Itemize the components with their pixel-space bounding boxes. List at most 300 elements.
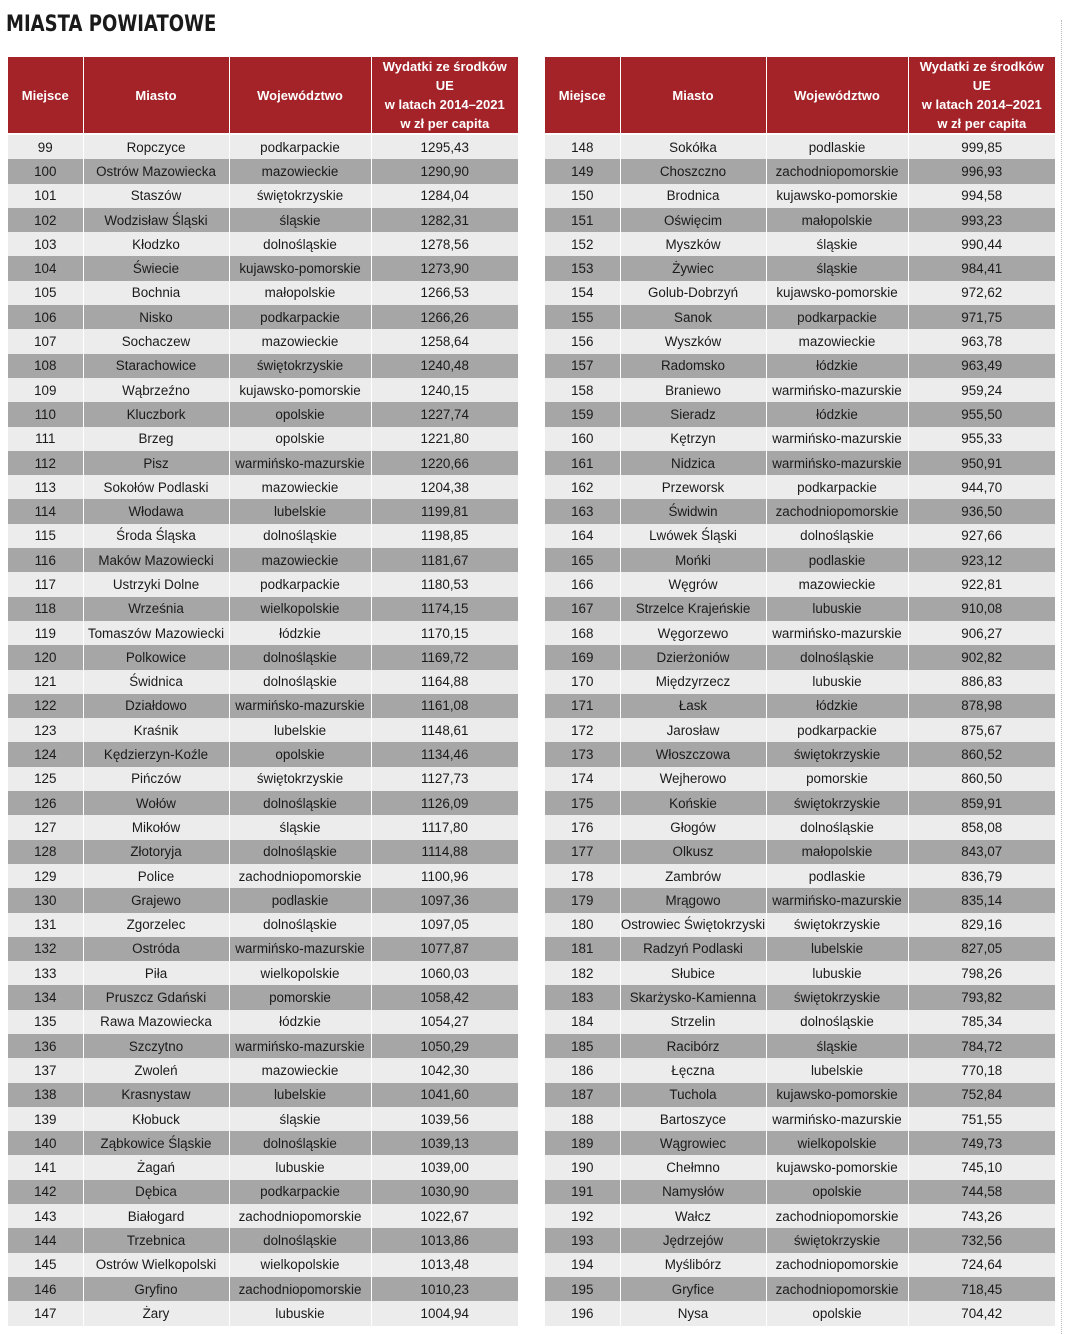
cell-value: 1290,90 xyxy=(371,159,518,183)
cell-value: 1042,30 xyxy=(371,1058,518,1082)
cell-value: 990,44 xyxy=(908,232,1055,256)
cell-voivodeship: świętokrzyskie xyxy=(766,913,908,937)
cell-voivodeship: podkarpackie xyxy=(229,305,371,329)
cell-value: 1114,88 xyxy=(371,840,518,864)
table-row xyxy=(545,184,1055,208)
cell-value: 1181,67 xyxy=(371,548,518,572)
cell-rank: 145 xyxy=(8,1253,83,1277)
cell-value: 1258,64 xyxy=(371,329,518,353)
cell-value: 1174,15 xyxy=(371,597,518,621)
cell-city: Ząbkowice Śląskie xyxy=(83,1131,229,1155)
cell-city: Kraśnik xyxy=(83,718,229,742)
cell-value: 1295,43 xyxy=(371,134,518,159)
cell-city: Włoszczowa xyxy=(620,742,766,766)
cell-rank: 172 xyxy=(545,718,620,742)
cell-city: Dzierżoniów xyxy=(620,645,766,669)
cell-value: 963,78 xyxy=(908,329,1055,353)
table-body-right xyxy=(545,134,1055,1326)
cell-value: 1282,31 xyxy=(371,208,518,232)
table-row xyxy=(8,985,518,1009)
header-value-line: w zł per capita xyxy=(400,116,490,131)
cell-city: Świdnica xyxy=(83,670,229,694)
cell-value: 859,91 xyxy=(908,791,1055,815)
cell-city: Kłodzko xyxy=(83,232,229,256)
cell-city: Świecie xyxy=(83,256,229,280)
cell-rank: 168 xyxy=(545,621,620,645)
cell-rank: 129 xyxy=(8,864,83,888)
cell-voivodeship: śląskie xyxy=(766,256,908,280)
cell-rank: 183 xyxy=(545,985,620,1009)
cell-value: 1039,56 xyxy=(371,1107,518,1131)
cell-voivodeship: lubelskie xyxy=(766,1058,908,1082)
cell-rank: 186 xyxy=(545,1058,620,1082)
ranking-table-left xyxy=(8,57,518,1326)
cell-voivodeship: dolnośląskie xyxy=(229,232,371,256)
cell-rank: 189 xyxy=(545,1131,620,1155)
cell-city: Ostrowiec Świętokrzyski xyxy=(620,913,766,937)
cell-rank: 156 xyxy=(545,329,620,353)
table-row xyxy=(545,208,1055,232)
header-value-line: Wydatki ze środków UE xyxy=(382,59,507,93)
cell-voivodeship: warmińsko-mazurskie xyxy=(766,451,908,475)
cell-voivodeship: warmińsko-mazurskie xyxy=(766,1107,908,1131)
cell-value: 829,16 xyxy=(908,913,1055,937)
table-row xyxy=(545,159,1055,183)
cell-city: Oświęcim xyxy=(620,208,766,232)
cell-rank: 123 xyxy=(8,718,83,742)
cell-voivodeship: lubuskie xyxy=(229,1301,371,1325)
cell-voivodeship: kujawsko-pomorskie xyxy=(229,378,371,402)
cell-value: 1161,08 xyxy=(371,694,518,718)
header-value-line: Wydatki ze środków UE xyxy=(919,59,1044,93)
cell-voivodeship: dolnośląskie xyxy=(229,840,371,864)
cell-rank: 116 xyxy=(8,548,83,572)
cell-voivodeship: opolskie xyxy=(229,427,371,451)
cell-rank: 194 xyxy=(545,1253,620,1277)
cell-value: 749,73 xyxy=(908,1131,1055,1155)
cell-city: Kłobuck xyxy=(83,1107,229,1131)
cell-rank: 163 xyxy=(545,499,620,523)
cell-city: Ostrów Wielkopolski xyxy=(83,1253,229,1277)
cell-city: Radomsko xyxy=(620,354,766,378)
cell-voivodeship: pomorskie xyxy=(229,985,371,1009)
cell-city: Myszków xyxy=(620,232,766,256)
table-row xyxy=(8,913,518,937)
table-row xyxy=(8,1131,518,1155)
cell-city: Skarżysko-Kamienna xyxy=(620,985,766,1009)
cell-voivodeship: łódzkie xyxy=(766,694,908,718)
table-row xyxy=(8,937,518,961)
cell-voivodeship: opolskie xyxy=(766,1180,908,1204)
cell-city: Głogów xyxy=(620,815,766,839)
cell-city: Tuchola xyxy=(620,1083,766,1107)
cell-rank: 125 xyxy=(8,767,83,791)
table-header-row xyxy=(8,57,518,134)
cell-voivodeship: łódzkie xyxy=(229,621,371,645)
cell-city: Ustrzyki Dolne xyxy=(83,572,229,596)
cell-value: 1180,53 xyxy=(371,572,518,596)
cell-city: Pińczów xyxy=(83,767,229,791)
cell-value: 963,49 xyxy=(908,354,1055,378)
cell-voivodeship: mazowieckie xyxy=(229,329,371,353)
cell-voivodeship: świętokrzyskie xyxy=(766,1228,908,1252)
table-row xyxy=(8,1204,518,1228)
table-row xyxy=(8,1058,518,1082)
table-row xyxy=(8,1301,518,1325)
cell-rank: 191 xyxy=(545,1180,620,1204)
table-row xyxy=(545,1204,1055,1228)
cell-rank: 131 xyxy=(8,913,83,937)
cell-rank: 181 xyxy=(545,937,620,961)
cell-voivodeship: lubuskie xyxy=(229,1155,371,1179)
cell-voivodeship: małopolskie xyxy=(766,840,908,864)
table-row xyxy=(8,329,518,353)
cell-value: 798,26 xyxy=(908,961,1055,985)
cell-rank: 166 xyxy=(545,572,620,596)
header-city: Miasto xyxy=(620,57,766,134)
cell-voivodeship: zachodniopomorskie xyxy=(766,499,908,523)
cell-value: 751,55 xyxy=(908,1107,1055,1131)
cell-rank: 136 xyxy=(8,1034,83,1058)
cell-rank: 160 xyxy=(545,427,620,451)
cell-city: Sokołów Podlaski xyxy=(83,475,229,499)
cell-voivodeship: śląskie xyxy=(229,208,371,232)
cell-value: 906,27 xyxy=(908,621,1055,645)
table-row xyxy=(545,402,1055,426)
cell-rank: 114 xyxy=(8,499,83,523)
cell-voivodeship: mazowieckie xyxy=(229,1058,371,1082)
table-row xyxy=(8,475,518,499)
table-row xyxy=(545,305,1055,329)
cell-voivodeship: mazowieckie xyxy=(229,548,371,572)
cell-city: Kętrzyn xyxy=(620,427,766,451)
cell-value: 1117,80 xyxy=(371,815,518,839)
cell-city: Żagań xyxy=(83,1155,229,1179)
cell-value: 1240,15 xyxy=(371,378,518,402)
cell-city: Września xyxy=(83,597,229,621)
cell-city: Polkowice xyxy=(83,645,229,669)
ranking-table-right xyxy=(545,57,1055,1326)
cell-value: 1041,60 xyxy=(371,1083,518,1107)
cell-rank: 179 xyxy=(545,888,620,912)
cell-voivodeship: warmińsko-mazurskie xyxy=(229,451,371,475)
cell-city: Wyszków xyxy=(620,329,766,353)
table-row xyxy=(545,475,1055,499)
table-row xyxy=(545,1058,1055,1082)
table-row xyxy=(8,1034,518,1058)
cell-rank: 138 xyxy=(8,1083,83,1107)
cell-value: 770,18 xyxy=(908,1058,1055,1082)
cell-city: Police xyxy=(83,864,229,888)
cell-value: 752,84 xyxy=(908,1083,1055,1107)
cell-rank: 142 xyxy=(8,1180,83,1204)
table-row xyxy=(545,1131,1055,1155)
cell-city: Nysa xyxy=(620,1301,766,1325)
header-rank: Miejsce xyxy=(545,57,620,134)
table-row xyxy=(8,742,518,766)
cell-city: Białogard xyxy=(83,1204,229,1228)
cell-voivodeship: warmińsko-mazurskie xyxy=(766,888,908,912)
table-row xyxy=(8,256,518,280)
cell-value: 724,64 xyxy=(908,1253,1055,1277)
cell-voivodeship: podkarpackie xyxy=(766,718,908,742)
cell-city: Łask xyxy=(620,694,766,718)
cell-voivodeship: wielkopolskie xyxy=(766,1131,908,1155)
cell-rank: 107 xyxy=(8,329,83,353)
table-row xyxy=(545,645,1055,669)
cell-voivodeship: dolnośląskie xyxy=(229,645,371,669)
cell-voivodeship: świętokrzyskie xyxy=(229,767,371,791)
cell-rank: 124 xyxy=(8,742,83,766)
table-row xyxy=(545,694,1055,718)
table-row xyxy=(545,985,1055,1009)
cell-value: 1199,81 xyxy=(371,499,518,523)
cell-rank: 171 xyxy=(545,694,620,718)
cell-voivodeship: lubuskie xyxy=(766,961,908,985)
table-row xyxy=(8,134,518,159)
cell-value: 1148,61 xyxy=(371,718,518,742)
cell-rank: 185 xyxy=(545,1034,620,1058)
cell-city: Pisz xyxy=(83,451,229,475)
cell-city: Staszów xyxy=(83,184,229,208)
cell-voivodeship: lubuskie xyxy=(766,670,908,694)
cell-value: 959,24 xyxy=(908,378,1055,402)
cell-value: 1134,46 xyxy=(371,742,518,766)
cell-rank: 177 xyxy=(545,840,620,864)
cell-voivodeship: mazowieckie xyxy=(229,159,371,183)
cell-value: 860,52 xyxy=(908,742,1055,766)
cell-voivodeship: zachodniopomorskie xyxy=(766,1204,908,1228)
cell-value: 835,14 xyxy=(908,888,1055,912)
cell-rank: 174 xyxy=(545,767,620,791)
cell-city: Świdwin xyxy=(620,499,766,523)
cell-value: 1030,90 xyxy=(371,1180,518,1204)
table-row xyxy=(545,1228,1055,1252)
cell-rank: 132 xyxy=(8,937,83,961)
cell-value: 910,08 xyxy=(908,597,1055,621)
cell-value: 858,08 xyxy=(908,815,1055,839)
cell-rank: 151 xyxy=(545,208,620,232)
cell-voivodeship: śląskie xyxy=(229,1107,371,1131)
cell-value: 996,93 xyxy=(908,159,1055,183)
cell-rank: 164 xyxy=(545,524,620,548)
cell-value: 1004,94 xyxy=(371,1301,518,1325)
cell-value: 1266,26 xyxy=(371,305,518,329)
cell-value: 1097,36 xyxy=(371,888,518,912)
cell-value: 922,81 xyxy=(908,572,1055,596)
table-body-left xyxy=(8,134,518,1326)
cell-rank: 135 xyxy=(8,1010,83,1034)
table-row xyxy=(545,840,1055,864)
cell-rank: 155 xyxy=(545,305,620,329)
cell-rank: 167 xyxy=(545,597,620,621)
table-row xyxy=(545,864,1055,888)
cell-value: 1198,85 xyxy=(371,524,518,548)
cell-rank: 115 xyxy=(8,524,83,548)
cell-voivodeship: lubelskie xyxy=(229,1083,371,1107)
cell-rank: 153 xyxy=(545,256,620,280)
cell-rank: 176 xyxy=(545,815,620,839)
table-row xyxy=(545,1010,1055,1034)
table-row xyxy=(545,1034,1055,1058)
cell-city: Myślibórz xyxy=(620,1253,766,1277)
table-row xyxy=(8,1253,518,1277)
cell-value: 1054,27 xyxy=(371,1010,518,1034)
cell-city: Maków Mazowiecki xyxy=(83,548,229,572)
table-row xyxy=(545,670,1055,694)
cell-rank: 137 xyxy=(8,1058,83,1082)
table-row xyxy=(8,1277,518,1301)
cell-city: Kędzierzyn-Koźle xyxy=(83,742,229,766)
header-voivodeship: Województwo xyxy=(229,57,371,134)
table-row xyxy=(8,1107,518,1131)
cell-rank: 146 xyxy=(8,1277,83,1301)
header-value-line: w latach 2014–2021 xyxy=(384,97,505,112)
cell-city: Choszczno xyxy=(620,159,766,183)
cell-rank: 113 xyxy=(8,475,83,499)
cell-city: Ostróda xyxy=(83,937,229,961)
cell-rank: 108 xyxy=(8,354,83,378)
cell-city: Żary xyxy=(83,1301,229,1325)
cell-value: 784,72 xyxy=(908,1034,1055,1058)
table-row xyxy=(8,232,518,256)
cell-value: 1127,73 xyxy=(371,767,518,791)
cell-value: 745,10 xyxy=(908,1155,1055,1179)
cell-rank: 162 xyxy=(545,475,620,499)
cell-voivodeship: zachodniopomorskie xyxy=(766,1277,908,1301)
table-row xyxy=(545,134,1055,159)
cell-voivodeship: warmińsko-mazurskie xyxy=(766,621,908,645)
cell-voivodeship: warmińsko-mazurskie xyxy=(766,427,908,451)
cell-city: Zambrów xyxy=(620,864,766,888)
table-row xyxy=(545,1277,1055,1301)
cell-rank: 130 xyxy=(8,888,83,912)
cell-voivodeship: dolnośląskie xyxy=(766,524,908,548)
cell-voivodeship: dolnośląskie xyxy=(229,791,371,815)
cell-city: Sieradz xyxy=(620,402,766,426)
cell-voivodeship: śląskie xyxy=(766,232,908,256)
cell-rank: 154 xyxy=(545,281,620,305)
cell-rank: 196 xyxy=(545,1301,620,1325)
table-row xyxy=(8,864,518,888)
cell-voivodeship: warmińsko-mazurskie xyxy=(229,1034,371,1058)
table-row xyxy=(545,888,1055,912)
cell-voivodeship: lubelskie xyxy=(229,718,371,742)
cell-voivodeship: warmińsko-mazurskie xyxy=(766,378,908,402)
table-row xyxy=(8,159,518,183)
cell-city: Pruszcz Gdański xyxy=(83,985,229,1009)
cell-rank: 111 xyxy=(8,427,83,451)
cell-city: Wejherowo xyxy=(620,767,766,791)
cell-city: Środa Śląska xyxy=(83,524,229,548)
cell-value: 1266,53 xyxy=(371,281,518,305)
cell-value: 1221,80 xyxy=(371,427,518,451)
cell-city: Nisko xyxy=(83,305,229,329)
cell-voivodeship: podlaskie xyxy=(766,864,908,888)
cell-voivodeship: zachodniopomorskie xyxy=(229,864,371,888)
table-row xyxy=(545,1083,1055,1107)
cell-rank: 158 xyxy=(545,378,620,402)
table-row xyxy=(8,378,518,402)
table-row xyxy=(545,1107,1055,1131)
cell-rank: 102 xyxy=(8,208,83,232)
cell-city: Działdowo xyxy=(83,694,229,718)
cell-city: Lwówek Śląski xyxy=(620,524,766,548)
cell-rank: 159 xyxy=(545,402,620,426)
cell-voivodeship: warmińsko-mazurskie xyxy=(229,937,371,961)
cell-city: Ropczyce xyxy=(83,134,229,159)
cell-city: Rawa Mazowiecka xyxy=(83,1010,229,1034)
cell-voivodeship: podkarpackie xyxy=(229,134,371,159)
table-row xyxy=(545,815,1055,839)
table-row xyxy=(8,1180,518,1204)
cell-value: 1060,03 xyxy=(371,961,518,985)
cell-voivodeship: wielkopolskie xyxy=(229,961,371,985)
cell-voivodeship: opolskie xyxy=(229,402,371,426)
table-row xyxy=(8,1083,518,1107)
cell-rank: 149 xyxy=(545,159,620,183)
cell-value: 944,70 xyxy=(908,475,1055,499)
cell-value: 971,75 xyxy=(908,305,1055,329)
cell-city: Piła xyxy=(83,961,229,985)
cell-value: 827,05 xyxy=(908,937,1055,961)
cell-city: Golub-Dobrzyń xyxy=(620,281,766,305)
cell-city: Przeworsk xyxy=(620,475,766,499)
cell-value: 886,83 xyxy=(908,670,1055,694)
cell-rank: 188 xyxy=(545,1107,620,1131)
table-row xyxy=(8,815,518,839)
cell-value: 1284,04 xyxy=(371,184,518,208)
cell-voivodeship: lubelskie xyxy=(229,499,371,523)
cell-city: Wodzisław Śląski xyxy=(83,208,229,232)
table-row xyxy=(545,791,1055,815)
cell-value: 955,50 xyxy=(908,402,1055,426)
cell-rank: 192 xyxy=(545,1204,620,1228)
cell-rank: 180 xyxy=(545,913,620,937)
cell-voivodeship: małopolskie xyxy=(229,281,371,305)
cell-value: 1220,66 xyxy=(371,451,518,475)
table-row xyxy=(8,888,518,912)
cell-voivodeship: pomorskie xyxy=(766,767,908,791)
cell-voivodeship: śląskie xyxy=(229,815,371,839)
cell-rank: 105 xyxy=(8,281,83,305)
table-row xyxy=(545,427,1055,451)
table-row xyxy=(545,232,1055,256)
cell-voivodeship: świętokrzyskie xyxy=(229,184,371,208)
cell-value: 1273,90 xyxy=(371,256,518,280)
table-row xyxy=(8,281,518,305)
cell-voivodeship: kujawsko-pomorskie xyxy=(766,1083,908,1107)
cell-voivodeship: łódzkie xyxy=(229,1010,371,1034)
table-header-row xyxy=(545,57,1055,134)
cell-voivodeship: mazowieckie xyxy=(766,572,908,596)
cell-rank: 175 xyxy=(545,791,620,815)
table-row xyxy=(545,378,1055,402)
cell-value: 1010,23 xyxy=(371,1277,518,1301)
cell-voivodeship: mazowieckie xyxy=(229,475,371,499)
cell-city: Dębica xyxy=(83,1180,229,1204)
cell-value: 999,85 xyxy=(908,134,1055,159)
cell-city: Chełmno xyxy=(620,1155,766,1179)
cell-value: 1077,87 xyxy=(371,937,518,961)
cell-value: 1100,96 xyxy=(371,864,518,888)
table-row xyxy=(8,402,518,426)
cell-city: Sanok xyxy=(620,305,766,329)
table-row xyxy=(545,742,1055,766)
cell-voivodeship: kujawsko-pomorskie xyxy=(229,256,371,280)
cell-rank: 118 xyxy=(8,597,83,621)
cell-rank: 117 xyxy=(8,572,83,596)
